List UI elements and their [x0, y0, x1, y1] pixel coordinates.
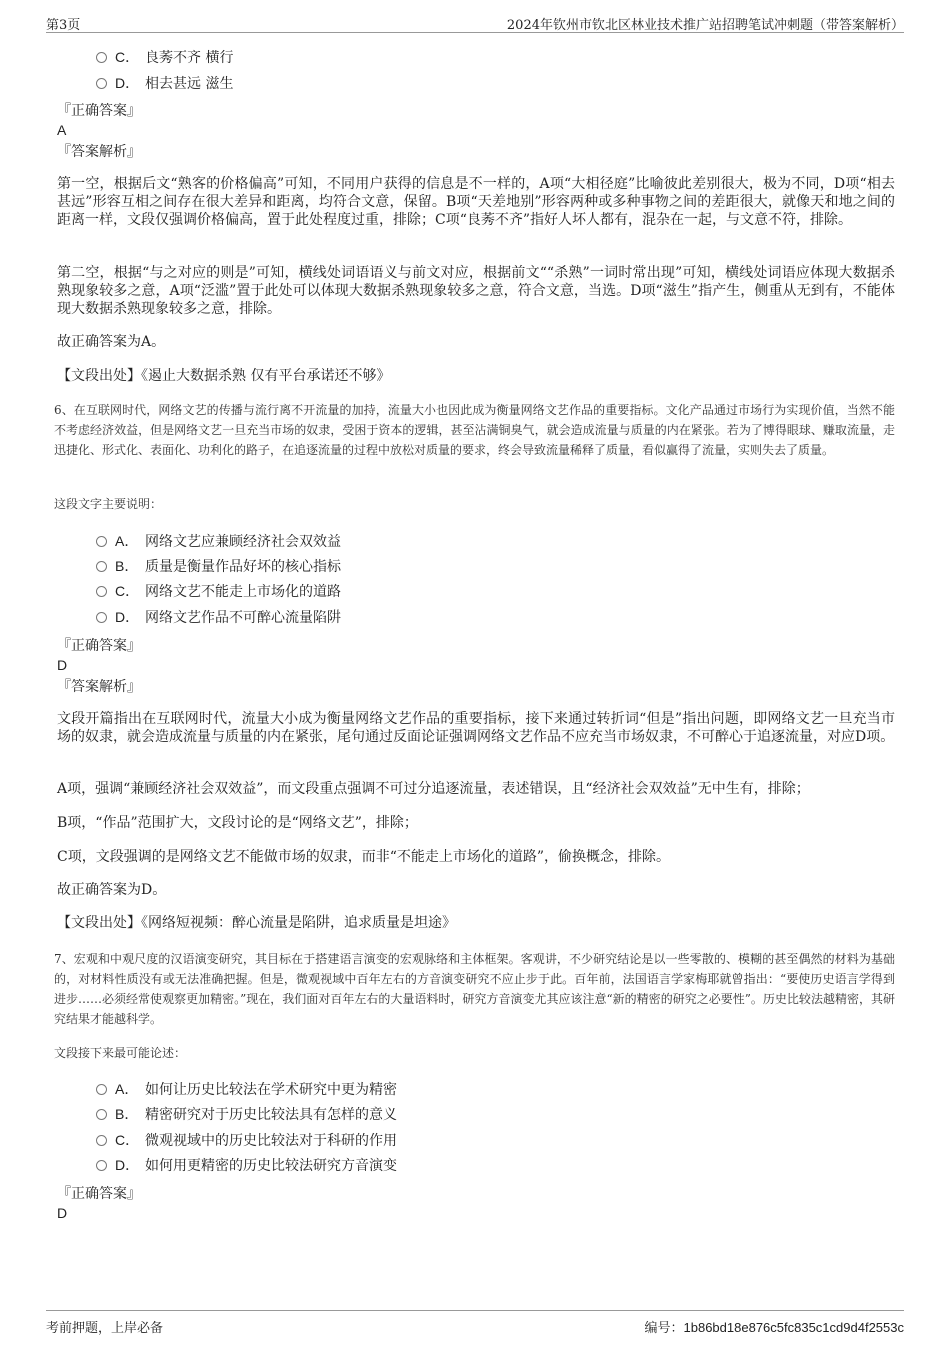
question-prompt: 文段接下来最可能论述：	[54, 1046, 187, 1060]
question-prompt: 这段文字主要说明：	[54, 497, 163, 511]
page-number: 第3页	[46, 18, 81, 33]
option-c[interactable]: C． 网络文艺不能走上市场化的道路	[96, 581, 341, 602]
option-a[interactable]: A． 网络文艺应兼顾经济社会双效益	[96, 531, 341, 552]
radio-icon[interactable]	[96, 586, 107, 597]
correct-answer-label: 『正确答案』	[57, 103, 141, 119]
source-line: 【文段出处】《遏止大数据杀熟 仅有平台承诺还不够》	[57, 368, 391, 384]
analysis-paragraph: A项，强调“兼顾经济社会双效益”，而文段重点强调不可过分追逐流量，表述错误，且“经济社会双效益”无中生有，排除；	[57, 781, 810, 797]
analysis-paragraph: 第一空，根据后文“熟客的价格偏高”可知，不同用户获得的信息是不一样的，A项“大相径庭”比喻彼此差别很大，极为不同，D项“相去甚远”形容互相之间存在很大差异和距离，均符合文意，保留。B项“天差地别”形容两种或多种事物之间的差距很大，就像天和地之间的距离一样，文段仅强调价格偏高，置于此处程度过重，排除；C项“良莠不齐”指好人坏人都有，混杂在一起，与文意不符，排除。	[57, 176, 895, 228]
source-title: 《网络短视频：醉心流量是陷阱，追求质量是坦途》	[141, 915, 456, 931]
radio-icon[interactable]	[96, 612, 107, 623]
question-text: 6、在互联网时代，网络文艺的传播与流行离不开流量的加持，流量大小也因此成为衡量网络文艺作品的重要指标。文化产品通过市场行为实现价值，当然不能不考虑经济效益，但是网络文艺一旦充当市场的奴隶，受困于资本的逻辑，甚至沾满铜臭气，就会造成流量与质量的内在紧张。若为了博得眼球、赚取流量，走迅捷化、形式化、表面化、功利化的路子，在追逐流量的过程中放松对质量的要求，终会导致流量稀释了质量，看似赢得了流量，实则失去了质量。	[54, 403, 895, 457]
page-footer	[46, 1310, 904, 1337]
document-code: 编号：1b86bd18e876c5fc835c1cd9d4f2553c	[644, 1320, 904, 1336]
option-c[interactable]: C． 微观视域中的历史比较法对于科研的作用	[96, 1130, 397, 1151]
radio-icon[interactable]	[96, 536, 107, 547]
correct-answer-value: D	[57, 1205, 68, 1221]
radio-icon[interactable]	[96, 561, 107, 572]
source-title: 《遏止大数据杀熟 仅有平台承诺还不够》	[141, 368, 391, 384]
analysis-paragraph: 第二空，根据“与之对应的则是”可知，横线处词语语义与前文对应，根据前文““杀熟”一词时常出现”可知，横线处词语应体现大数据杀熟现象较多之意，A项“泛滥”置于此处可以体现大数据杀熟现象较多之意，符合文意，当选。D项“滋生”指产生，侧重从无到有，不能体现大数据杀熟现象较多之意，排除。	[57, 265, 895, 317]
source-line: 【文段出处】《网络短视频：醉心流量是陷阱，追求质量是坦途》	[57, 915, 456, 931]
correct-answer-value: D	[57, 657, 68, 673]
analysis-conclusion: 故正确答案为A。	[57, 334, 166, 350]
correct-answer-label: 『正确答案』	[57, 638, 141, 654]
radio-icon[interactable]	[96, 1135, 107, 1146]
radio-icon[interactable]	[96, 1160, 107, 1171]
analysis-label: 『答案解析』	[57, 144, 141, 160]
radio-icon[interactable]	[96, 1109, 107, 1120]
radio-icon[interactable]	[96, 1084, 107, 1095]
option-d[interactable]: D． 网络文艺作品不可醉心流量陷阱	[96, 607, 341, 628]
option-a[interactable]: A． 如何让历史比较法在学术研究中更为精密	[96, 1079, 397, 1100]
analysis-paragraph: C项，文段强调的是网络文艺不能做市场的奴隶，而非“不能走上市场化的道路”，偷换概念，排除。	[57, 849, 671, 865]
option-c[interactable]: C． 良莠不齐 横行	[96, 47, 233, 68]
question-text: 7、宏观和中观尺度的汉语演变研究，其目标在于搭建语言演变的宏观脉络和主体框架。客观讲，不少研究结论是以一些零散的、模糊的甚至偶然的材料为基础的，对材料性质没有或无法准确把握。但是，微观视域中百年左右的方音演变研究不应止步于此。百年前，法国语言学家梅耶就曾指出：“要使历史语言学得到进步……必须经常使观察更加精密。”现在，我们面对百年左右的大量语料时，研究方音演变尤其应该注意“新的精密的研究之必要性”。历史比较法越精密，其研究结果才能越科学。	[54, 952, 895, 1026]
document-title: 2024年钦州市钦北区林业技术推广站招聘笔试冲刺题（带答案解析）	[506, 18, 904, 33]
option-d[interactable]: D． 如何用更精密的历史比较法研究方音演变	[96, 1155, 397, 1176]
analysis-paragraph: B项，“作品”范围扩大，文段讨论的是“网络文艺”，排除；	[57, 815, 418, 831]
analysis-label: 『答案解析』	[57, 679, 141, 695]
radio-icon[interactable]	[96, 78, 107, 89]
option-b[interactable]: B． 精密研究对于历史比较法具有怎样的意义	[96, 1104, 397, 1125]
option-b[interactable]: B． 质量是衡量作品好坏的核心指标	[96, 556, 341, 577]
correct-answer-label: 『正确答案』	[57, 1186, 141, 1202]
analysis-conclusion: 故正确答案为D。	[57, 882, 167, 898]
analysis-paragraph: 文段开篇指出在互联网时代，流量大小成为衡量网络文艺作品的重要指标，接下来通过转折词“但是”指出问题，即网络文艺一旦充当市场的奴隶，就会造成流量与质量的内在紧张，尾句通过反面论证强调网络文艺作品不应充当市场奴隶，不可醉心于追逐流量，对应D项。	[57, 711, 895, 745]
footer-slogan: 考前押题，上岸必备	[46, 1321, 164, 1336]
option-d[interactable]: D． 相去甚远 滋生	[96, 73, 233, 94]
correct-answer-value: A	[57, 122, 67, 138]
page-header	[46, 12, 904, 33]
radio-icon[interactable]	[96, 52, 107, 63]
